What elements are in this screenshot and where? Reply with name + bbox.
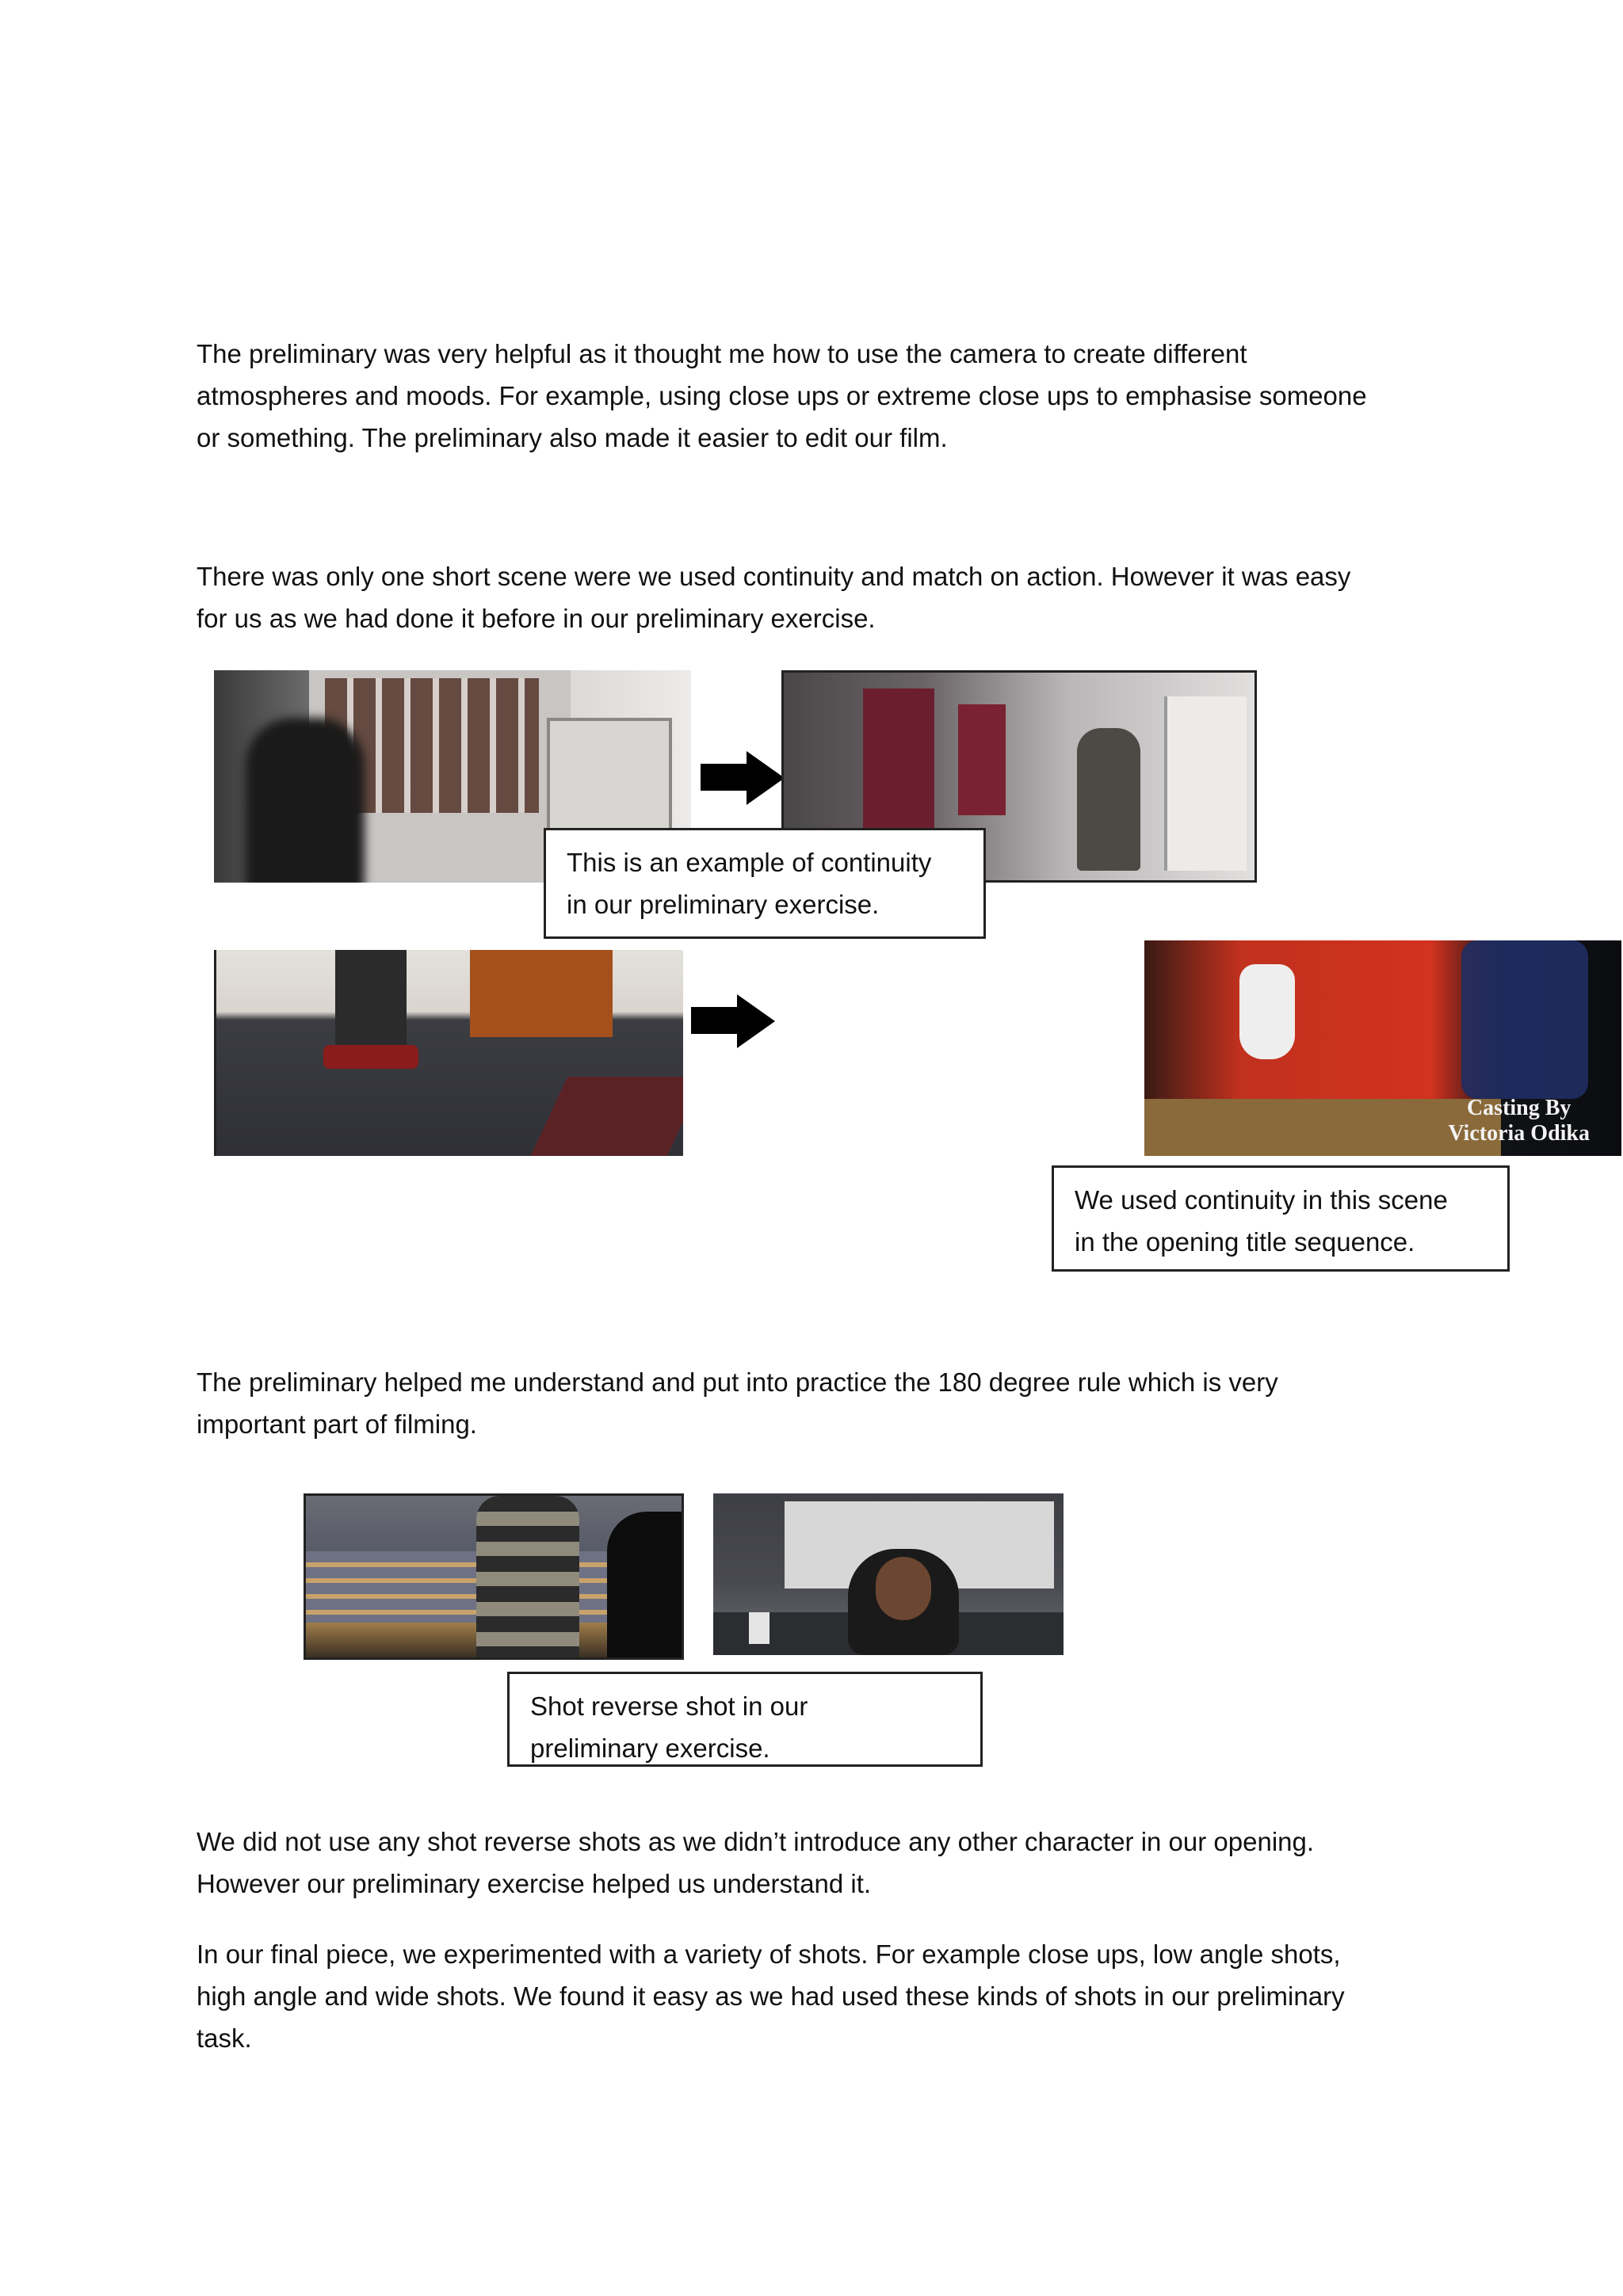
paragraph-final-piece-shots: In our final piece, we experimented with a variety of shots. For example close ups, low angle shots, high angle and wide shots. We found it easy as we had used these kinds of shots in our preliminary task. xyxy=(197,1939,1345,2053)
paragraph-preliminary-helpful: The preliminary was very helpful as it thought me how to use the camera to create different atmospheres and moods. For example, using close ups or extreme close ups to emphasise someone or something. The preliminary also made it easier to edit our film. xyxy=(197,339,1367,452)
paragraph-180-degree-rule: The preliminary helped me understand and put into practice the 180 degree rule which is very important part of filming. xyxy=(197,1367,1278,1439)
caption-shot-reverse-shot: Shot reverse shot in our preliminary exercise. xyxy=(507,1672,983,1767)
still-lecture-theatre xyxy=(304,1493,684,1660)
still-bathroom-title-sequence xyxy=(1144,940,1621,1156)
caption-continuity-opening: We used continuity in this scene in the opening title sequence. xyxy=(1052,1165,1510,1272)
still-overlay-title-text: Casting By Victoria Odika xyxy=(1448,1096,1590,1146)
still-floor-feet xyxy=(214,950,683,1156)
still-woman-at-desk xyxy=(713,1493,1064,1655)
caption-continuity-preliminary: This is an example of continuity in our preliminary exercise. xyxy=(544,828,986,939)
paragraph-continuity-scene: There was only one short scene were we used continuity and match on action. However it was easy for us as we had done it before in our preliminary exercise. xyxy=(197,562,1351,633)
paragraph-no-shot-reverse: We did not use any shot reverse shots as we didn’t introduce any other character in our opening. However our preliminary exercise helped us understand it. xyxy=(197,1827,1315,1898)
